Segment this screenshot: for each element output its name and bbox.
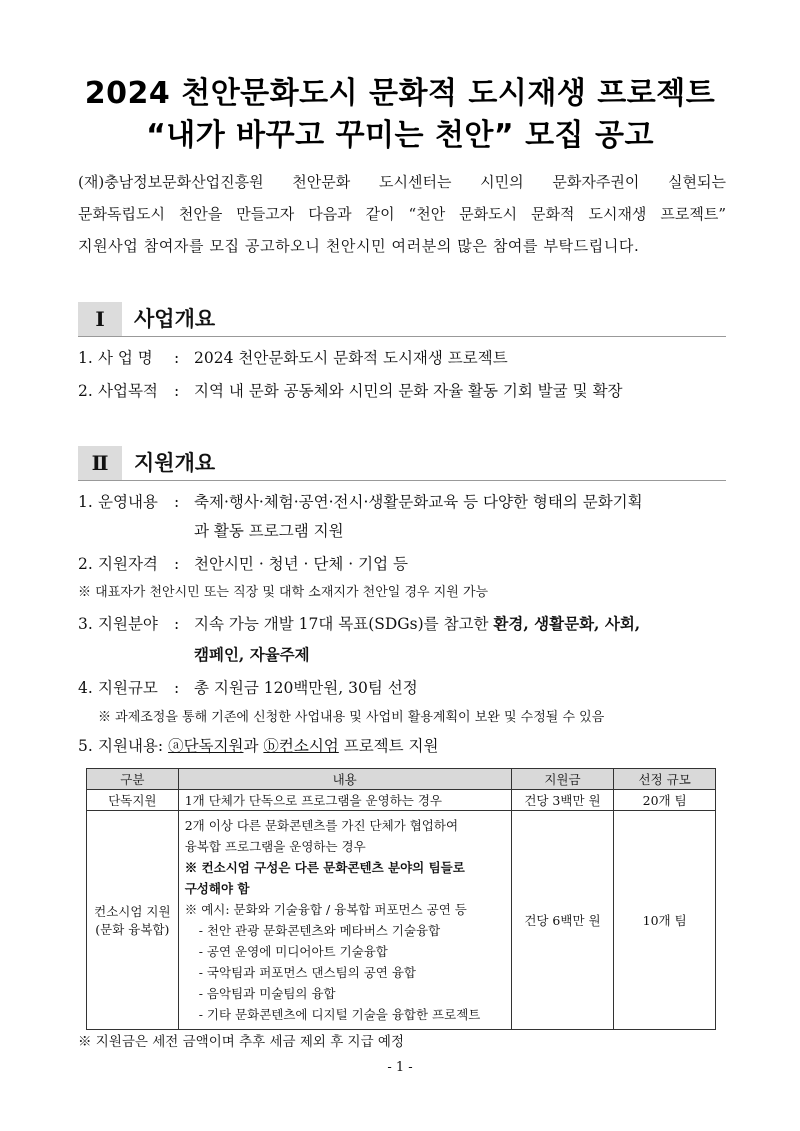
intro-line-1: (재)충남정보문화산업진흥원 천안문화 도시센터는 시민의 문화자주권이 실현되는	[78, 173, 726, 191]
table-row: 컨소시엄 지원 (문화 융복합) 2개 이상 다른 문화콘텐츠를 가진 단체가 협업하여 융복합 프로그램을 운영하는 경우 ※ 컨소시엄 구성은 다른 문화콘텐츠 분야의 팀들로 구성해야 함 ※ 예시: 문화와 기술융합 / 융복합 퍼포먼스 공연 등 - 천안 관광 문화콘텐츠와 메타버스 기술융합 - 공연 운영에 미디어아트 기술융합 - 국악팀과 퍼포먼스 댄스팀의 공연 융합 - 음악팀과 미술팀의 융합 - 기타 문화콘텐츠에 디지털 기술을 융합한 프로젝트 건당 6백만 원 10개 팀	[87, 811, 716, 1030]
page-number: - 1 -	[387, 1060, 413, 1075]
intro-line-2: 문화독립도시 천안을 만들고자 다음과 같이 “천안 문화도시 문화적 도시재생 프로젝트”	[78, 205, 726, 223]
section-1-title: 사업개요	[134, 307, 216, 331]
project-purpose-value: 지역 내 문화 공동체와 시민의 문화 자율 활동 기회 발굴 및 확장	[194, 382, 623, 400]
section-2-numeral: Ⅱ	[78, 446, 122, 480]
table-row: 단독지원 1개 단체가 단독으로 프로그램을 운영하는 경우 건당 3백만 원 20개 팀	[87, 790, 716, 811]
funding-footnote: ※ 지원금은 세전 금액이며 추후 세금 제외 후 지급 예정	[78, 1034, 404, 1050]
operation-row-cont: 과 활동 프로그램 지원	[194, 522, 344, 540]
header-content: 내용	[178, 769, 511, 790]
table-header-row	[87, 769, 716, 790]
title-line-2: “내가 바꾸고 꾸미는 천안” 모집 공고	[146, 118, 654, 153]
document-page: 2024 천안문화도시 문화적 도시재생 프로젝트 “내가 바꾸고 꾸미는 천안” 모집 공고 (재)충남정보문화산업진흥원 천안문화 도시센터는 시민의 문화자주권이 실현되는 문화독립도시 천안을 만들고자 다음과 같이 “천안 문화도시 문화적 도시재생 프로젝트” 지원사업 참여자를 모집 공고하오니 천안시민 여러분의 많은 참여를 부탁드립니다. Ⅰ 사업개요 1. 사 업 명 : 2024 천안문화도시 문화적 도시재생 프로젝트 2. 사업목적 : 지역 내 문화 공동체와 시민의 문화 자율 활동 기회 발굴 및 확장 Ⅱ 지원개요 1. 운영내용 : 축제·행사·체험·공연·전시·생활문화교육 등 다양한 형태의 문화기획 과 활동 프로그램 지원 2. 지원자격 : 천안시민 · 청년 · 단체 · 기업 등 ※ 대표자가 천안시민 또는 직장 및 대학 소재지가 천안일 경우 지원 가능 3. 지원분야 : 지속 가능 개발 17대 목표(SDGs)를 참고한 환경, 생활문화, 사회, 캠페인, 자율주제 4. 지원규모 : 총 지원금 120백만원, 30팀 선정 ※ 과제조정을 통해 기존에 신청한 사업내용 및 사업비 활용계획이 보완 및 수정될 수 있음 5. 지원내용: ⓐ단독지원과 ⓑ컨소시엄 프로젝트 지원 구분 내용 지원금 선정 규모 단독지원 1개 단체가 단독으로 프로그램을 운영하는 경우 건당 3백만 원 20개 팀 컨소시엄 지원 (문화 융복합) 2개 이상 다른 문화콘텐츠를 가진 단체가 협업하여 융복합 프로그램을 운영하는 경우 ※ 컨소시엄 구성은 다른 문화콘텐츠 분야의 팀들로 구성해야 함 ※ 예시: 문화와 기술융합 / 융복합 퍼포먼스 공연 등 - 천안 관광 문화콘텐츠와 메타버스 기술융합 - 공연 운영에 미디어아트 기술융합 - 국악팀과 퍼포먼스 댄스팀의 공연 융합 - 음악팀과 미술팀의 융합 - 기타 문화콘텐츠에 디지털 기술을 융합한 프로젝트 건당 6백만 원 10개 팀 ※ 지원금은 세전 금액이며 추후 세금 제외 후 지급 예정 - 1 -	[0, 0, 800, 1131]
scale-note: ※ 과제조정을 통해 기존에 신청한 사업내용 및 사업비 활용계획이 보완 및 수정될 수 있음	[98, 710, 605, 725]
eligibility-note: ※ 대표자가 천안시민 또는 직장 및 대학 소재지가 천안일 경우 지원 가능	[78, 585, 489, 600]
title-line-1: 2024 천안문화도시 문화적 도시재생 프로젝트	[84, 76, 716, 111]
section-1-numeral: Ⅰ	[78, 302, 122, 336]
field-row-cont: 캠페인, 자율주제	[194, 645, 310, 664]
section-1-header	[78, 302, 726, 337]
header-scale: 선정 규모	[614, 769, 716, 790]
intro-line-3: 지원사업 참여자를 모집 공고하오니 천안시민 여러분의 많은 참여를 부탁드립니다.	[78, 237, 640, 255]
support-table	[86, 768, 716, 1030]
header-amount: 지원금	[511, 769, 614, 790]
section-2-header	[78, 446, 726, 481]
consortium-description: 2개 이상 다른 문화콘텐츠를 가진 단체가 협업하여 융복합 프로그램을 운영하는 경우 ※ 컨소시엄 구성은 다른 문화콘텐츠 분야의 팀들로 구성해야 함 ※ 예시: 문화와 기술융합 / 융복합 퍼포먼스 공연 등 - 천안 관광 문화콘텐츠와 메타버스 기술융합 - 공연 운영에 미디어아트 기술융합 - 국악팀과 퍼포먼스 댄스팀의 공연 융합 - 음악팀과 미술팀의 융합 - 기타 문화콘텐츠에 디지털 기술을 융합한 프로젝트	[178, 811, 511, 1030]
section-2-title: 지원개요	[134, 451, 216, 475]
project-name-value: 2024 천안문화도시 문화적 도시재생 프로젝트	[194, 349, 508, 367]
header-type: 구분	[87, 769, 179, 790]
